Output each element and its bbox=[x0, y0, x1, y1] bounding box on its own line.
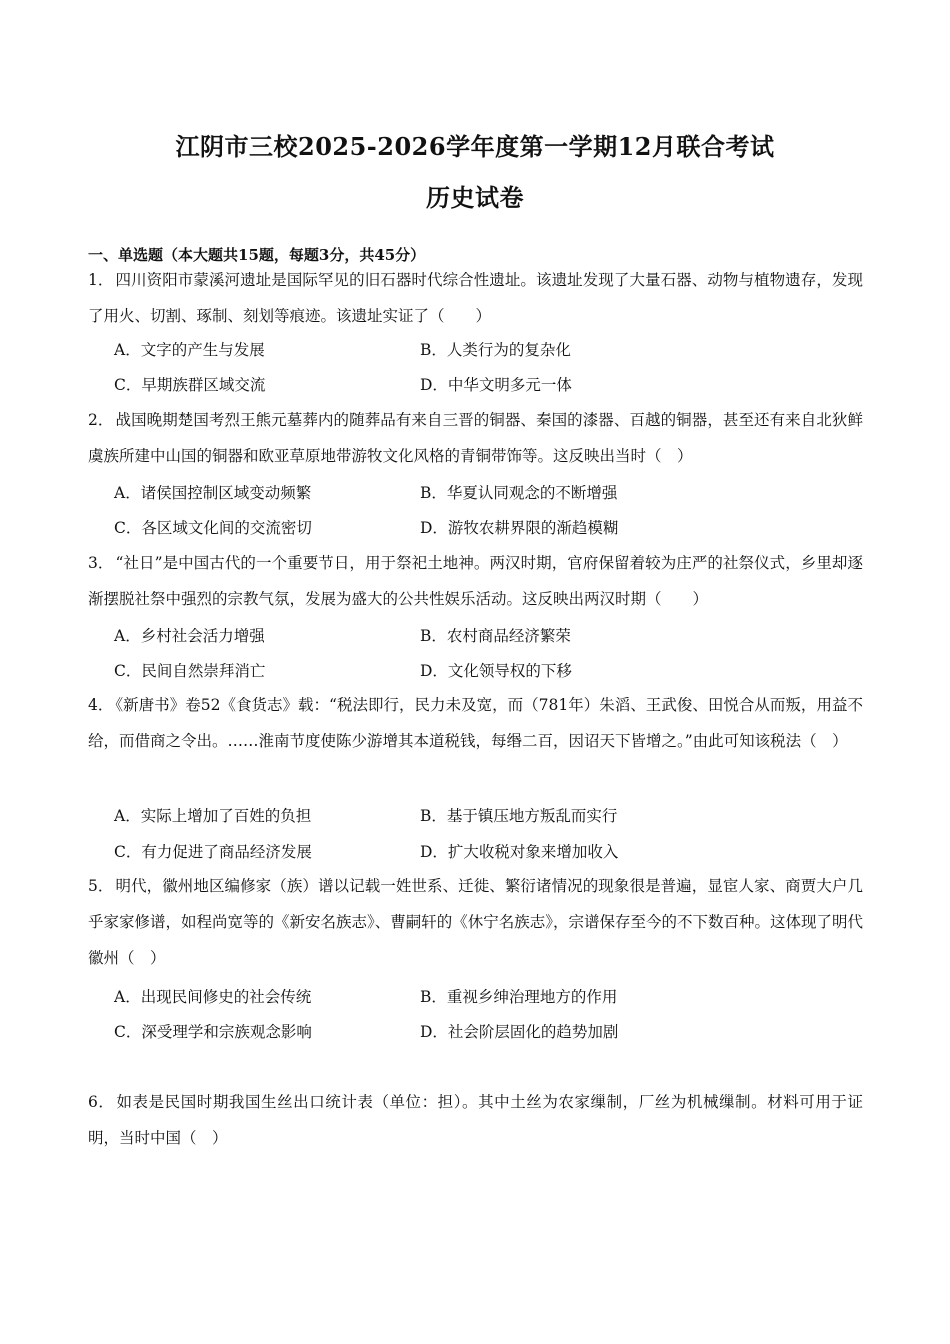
exam-title: 江阴市三校2025-2026学年度第一学期12月联合考试 bbox=[175, 132, 775, 161]
question-number: 3． bbox=[88, 554, 114, 572]
section-heading: 一、单选题（本大题共15题，每题3分，共45分） bbox=[88, 246, 426, 264]
option-c: C．各区域文化间的交流密切 bbox=[114, 519, 312, 537]
question-2 bbox=[88, 402, 863, 474]
option-c: C．早期族群区域交流 bbox=[114, 376, 266, 394]
option-b: B．农村商品经济繁荣 bbox=[420, 627, 571, 645]
option-c: C．有力促进了商品经济发展 bbox=[114, 843, 312, 861]
question-5 bbox=[88, 868, 863, 976]
option-a: A．诸侯国控制区域变动频繁 bbox=[114, 484, 312, 502]
option-b: B．人类行为的复杂化 bbox=[420, 341, 571, 359]
question-3 bbox=[88, 545, 863, 617]
option-a: A．实际上增加了百姓的负担 bbox=[114, 807, 312, 825]
question-number: 5． bbox=[88, 877, 114, 895]
question-stem: 战国晚期楚国考烈王熊元墓葬内的随葬品有来自三晋的铜器、秦国的漆器、百越的铜器，甚至还有来自北狄鲜虞族所建中山国的铜器和欧亚草原地带游牧文化风格的青铜带饰等。这反映出当时（ ） bbox=[88, 411, 863, 465]
exam-subject: 历史试卷 bbox=[426, 183, 524, 212]
option-c: C．深受理学和宗族观念影响 bbox=[114, 1023, 312, 1041]
option-d: D．游牧农耕界限的渐趋模糊 bbox=[420, 519, 619, 537]
option-d: D．社会阶层固化的趋势加剧 bbox=[420, 1023, 619, 1041]
question-stem: 如表是民国时期我国生丝出口统计表（单位：担）。其中土丝为农家缫制，厂丝为机械缫制。材料可用于证明，当时中国（ ） bbox=[88, 1093, 863, 1147]
question-1 bbox=[88, 262, 863, 334]
option-a: A．文字的产生与发展 bbox=[114, 341, 265, 359]
option-d: D．中华文明多元一体 bbox=[420, 376, 572, 394]
option-b: B．华夏认同观念的不断增强 bbox=[420, 484, 618, 502]
question-stem: “社日”是中国古代的一个重要节日，用于祭祀土地神。两汉时期，官府保留着较为庄严的社祭仪式，乡里却逐渐摆脱社祭中强烈的宗教气氛，发展为盛大的公共性娱乐活动。这反映出两汉时期（ ） bbox=[88, 554, 863, 608]
question-6 bbox=[88, 1084, 863, 1156]
question-stem: 明代，徽州地区编修家（族）谱以记载一姓世系、迁徙、繁衍诸情况的现象很是普遍，显宦人家、商贾大户几乎家家修谱，如程尚宽等的《新安名族志》、曹嗣轩的《休宁名族志》，宗谱保存至今的不下数百种。这体现了明代徽州（ ） bbox=[88, 877, 864, 967]
question-number: 1． bbox=[88, 271, 114, 289]
option-a: A．出现民间修史的社会传统 bbox=[114, 988, 312, 1006]
option-c: C．民间自然崇拜消亡 bbox=[114, 662, 266, 680]
question-number: 4． bbox=[88, 696, 114, 714]
question-number: 6． bbox=[88, 1093, 115, 1111]
option-b: B．基于镇压地方叛乱而实行 bbox=[420, 807, 618, 825]
question-number: 2． bbox=[88, 411, 114, 429]
option-d: D．文化领导权的下移 bbox=[420, 662, 572, 680]
question-4 bbox=[88, 687, 863, 759]
option-a: A．乡村社会活力增强 bbox=[114, 627, 265, 645]
question-stem: 《新唐书》卷52《食货志》载：“税法即行，民力未及宽，而（781年）朱滔、王武俊、田悦合从而叛，用益不给，而借商之令出。……淮南节度使陈少游增其本道税钱，每缗二百，因诏天下皆增之。”由此可知该税法（ ） bbox=[88, 696, 863, 750]
option-b: B．重视乡绅治理地方的作用 bbox=[420, 988, 618, 1006]
question-stem: 四川资阳市蒙溪河遗址是国际罕见的旧石器时代综合性遗址。该遗址发现了大量石器、动物与植物遗存，发现了用火、切割、琢制、刻划等痕迹。该遗址实证了（ ） bbox=[88, 271, 863, 325]
option-d: D．扩大收税对象来增加收入 bbox=[420, 843, 619, 861]
